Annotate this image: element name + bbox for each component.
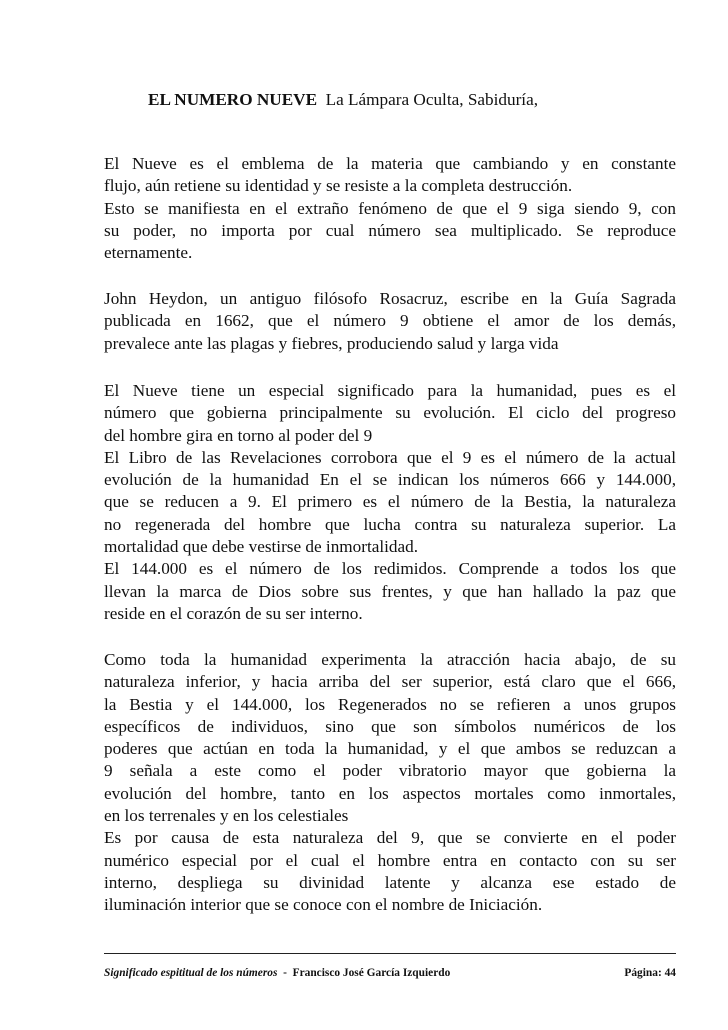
text-line: la Bestia y el 144.000, los Regenerados no se refieren a unos grupos — [104, 694, 676, 714]
heading-subtitle: La Lámpara Oculta, Sabiduría, — [325, 90, 538, 109]
text-line: flujo, aún retiene su identidad y se resiste a la completa destrucción. — [104, 176, 573, 196]
text-line: Es por causa de esta naturaleza del 9, que se convierte en el poder — [104, 828, 676, 848]
text-line: llevan la marca de Dios sobre sus frentes, y que han hallado la paz que — [104, 581, 676, 601]
heading-title: EL NUMERO NUEVE — [148, 90, 318, 109]
footer-divider — [104, 953, 676, 954]
text-line: naturaleza inferior, y hacia arriba del ser superior, está claro que el 666, — [104, 672, 676, 692]
text-line: Esto se manifiesta en el extraño fenómeno de que el 9 siga siendo 9, con — [104, 198, 676, 218]
text-line: interno, despliega su divinidad latente y alcanza ese estado de — [104, 872, 676, 892]
text-line: evolución del hombre, tanto en los aspectos mortales como inmortales, — [104, 783, 676, 803]
text-line: iluminación interior que se conoce con el nombre de Iniciación. — [104, 895, 543, 915]
text-line: John Heydon, un antiguo filósofo Rosacruz, escribe en la Guía Sagrada — [104, 289, 676, 308]
text-line: Como toda la humanidad experimenta la atracción hacia abajo, de su — [104, 650, 676, 669]
text-line: específicos de individuos, sino que son símbolos numéricos de los — [104, 716, 676, 736]
text-line: que se reducen a 9. El primero es el número de la Bestia, la naturaleza — [104, 492, 676, 512]
text-line: del hombre gira en torno al poder del 9 — [104, 425, 373, 445]
text-line: El 144.000 es el número de los redimidos. Comprende a todos los que — [104, 559, 676, 579]
text-line: en los terrenales y en los celestiales — [104, 806, 349, 826]
text-line: prevalece ante las plagas y fiebres, produciendo salud y larga vida — [104, 333, 559, 353]
footer-page-number: 44 — [664, 967, 676, 979]
page-heading — [148, 89, 668, 111]
footer-separator: - — [283, 967, 287, 979]
footer-author: Francisco José García Izquierdo — [292, 967, 451, 979]
text-line: El Nueve es el emblema de la materia que cambiando y en constante — [104, 154, 676, 173]
footer-page-indicator — [624, 965, 676, 981]
text-line: poderes que actúan en toda la humanidad, y el que ambos se reduzcan a — [104, 739, 676, 759]
text-line: El Nueve tiene un especial significado para la humanidad, pues es el — [104, 381, 676, 400]
text-line: publicada en 1662, que el número 9 obtiene el amor de los demás, — [104, 311, 676, 331]
text-line: numérico especial por el cual el hombre entra en contacto con su ser — [104, 850, 676, 870]
text-line: número que gobierna principalmente su evolución. El ciclo del progreso — [104, 403, 676, 423]
text-line: reside en el corazón de su ser interno. — [104, 603, 363, 623]
text-line: 9 señala a este como el poder vibratorio mayor que gobierna la — [104, 761, 676, 781]
paragraph-block — [104, 380, 676, 625]
text-line: no regenerada del hombre que lucha contra su naturaleza superior. La — [104, 514, 676, 534]
paragraph-block — [104, 153, 676, 264]
paragraph-block — [104, 288, 676, 355]
text-line: eternamente. — [104, 243, 193, 263]
text-line: evolución de la humanidad En el se indican los números 666 y 144.000, — [104, 470, 676, 490]
text-line: El Libro de las Revelaciones corrobora que el 9 es el número de la actual — [104, 447, 676, 467]
footer-book-title: Significado espititual de los números — [104, 967, 278, 979]
paragraph-block — [104, 649, 676, 917]
text-line: mortalidad que debe vestirse de inmortalidad. — [104, 537, 419, 557]
footer-credits — [104, 965, 450, 981]
footer-page-label: Página: — [624, 967, 662, 979]
text-line: su poder, no importa por cual número sea multiplicado. Se reproduce — [104, 220, 676, 240]
